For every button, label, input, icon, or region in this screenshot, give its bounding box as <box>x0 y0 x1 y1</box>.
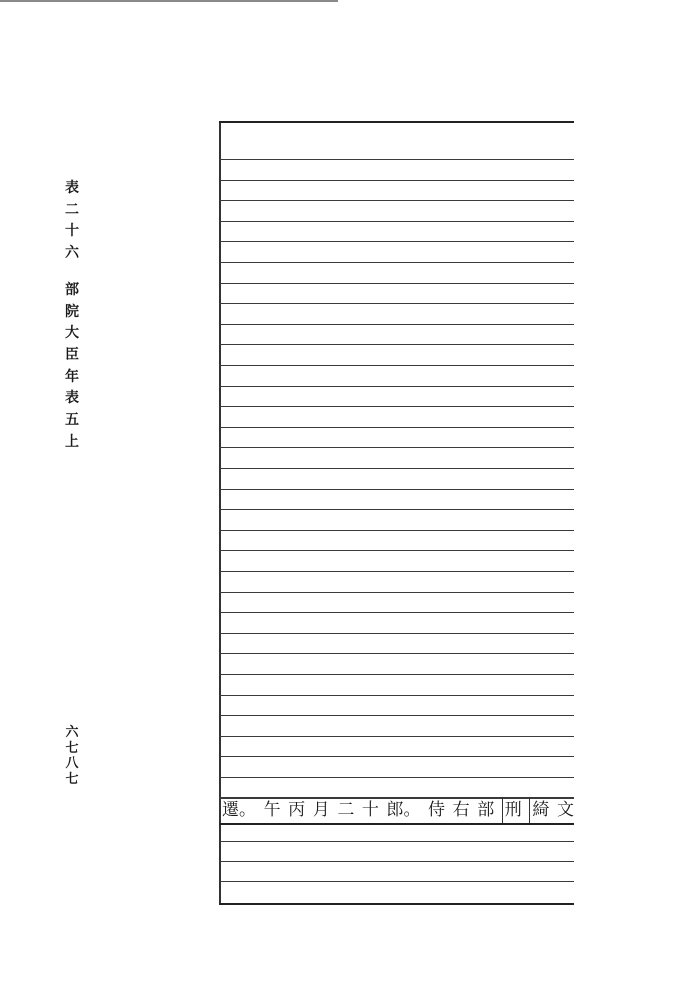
page-number <box>62 725 82 787</box>
official-entry-row <box>222 797 574 823</box>
table-rule-line <box>219 180 574 181</box>
entry-text-char: 十 <box>361 800 379 820</box>
entry-text-char: 右 <box>452 800 470 820</box>
table-rule-line <box>219 633 574 634</box>
table-rule-line <box>219 841 574 842</box>
table-rule-line <box>219 468 574 469</box>
top-rule <box>0 0 338 2</box>
table-rule-line <box>219 612 574 613</box>
subtitle-char: 上 <box>65 433 79 450</box>
table-subtitle <box>62 280 82 454</box>
title-char: 十 <box>65 223 79 240</box>
table-rule-line <box>219 303 574 304</box>
title-char: 二 <box>65 201 79 218</box>
page-number-char: 七 <box>65 771 79 787</box>
entry-text-char: 月 <box>312 800 330 820</box>
table-rule-line <box>219 653 574 654</box>
table-rule-line <box>219 386 574 387</box>
table-rule-line <box>219 695 574 696</box>
table-rule-line <box>219 344 574 345</box>
entry-text-char: 丙 <box>288 800 306 820</box>
table-rule-line <box>219 262 574 263</box>
table-rule-line <box>219 736 574 737</box>
table-left-border <box>219 121 221 904</box>
table-rule-line <box>219 406 574 407</box>
title-char: 表 <box>65 180 79 196</box>
table-rule-line <box>219 489 574 490</box>
table-rule-line <box>219 324 574 325</box>
table-rule-line <box>219 571 574 572</box>
subtitle-char: 表 <box>65 390 79 407</box>
entry-text-char: 遷。 <box>222 800 256 820</box>
table-rule-line <box>219 903 574 905</box>
subtitle-char: 年 <box>65 368 79 385</box>
entry-text-char: 二 <box>337 800 355 820</box>
table-rule-line <box>219 756 574 757</box>
entry-text-char: 刑 <box>502 797 522 823</box>
table-rule-line <box>219 823 574 825</box>
title-char: 六 <box>65 245 79 262</box>
subtitle-char: 臣 <box>65 347 79 364</box>
table-rule-line <box>219 881 574 882</box>
entry-text-char: 部 <box>477 800 495 820</box>
table-rule-line <box>219 427 574 428</box>
table-rule-line <box>219 550 574 551</box>
subtitle-char: 院 <box>65 303 79 320</box>
table-rule-line <box>219 447 574 448</box>
table-rule-line <box>219 674 574 675</box>
table-rule-line <box>219 121 574 123</box>
ruled-table <box>219 121 577 904</box>
entry-name-char: 綺 <box>529 797 549 823</box>
subtitle-char: 五 <box>65 412 79 429</box>
table-rule-line <box>219 283 574 284</box>
subtitle-char: 部 <box>65 282 79 298</box>
entry-text-char: 午 <box>263 800 281 820</box>
table-rule-line <box>219 509 574 510</box>
table-rule-line <box>219 221 574 222</box>
table-rule-line <box>219 200 574 201</box>
table-rule-line <box>219 530 574 531</box>
page-number-char: 六 <box>65 725 79 740</box>
entry-text-char: 侍 <box>428 800 446 820</box>
table-rule-line <box>219 159 574 160</box>
page-number-char: 八 <box>65 756 79 771</box>
entry-text-char: 郎。 <box>386 800 421 820</box>
table-rule-line <box>219 241 574 242</box>
table-title <box>62 178 82 265</box>
entry-name-char: 文 <box>556 800 574 820</box>
table-rule-line <box>219 365 574 366</box>
table-rule-line <box>219 777 574 778</box>
page-number-char: 七 <box>65 740 79 756</box>
subtitle-char: 大 <box>65 325 79 342</box>
table-rule-line <box>219 715 574 716</box>
table-rule-line <box>219 592 574 593</box>
table-rule-line <box>219 861 574 862</box>
